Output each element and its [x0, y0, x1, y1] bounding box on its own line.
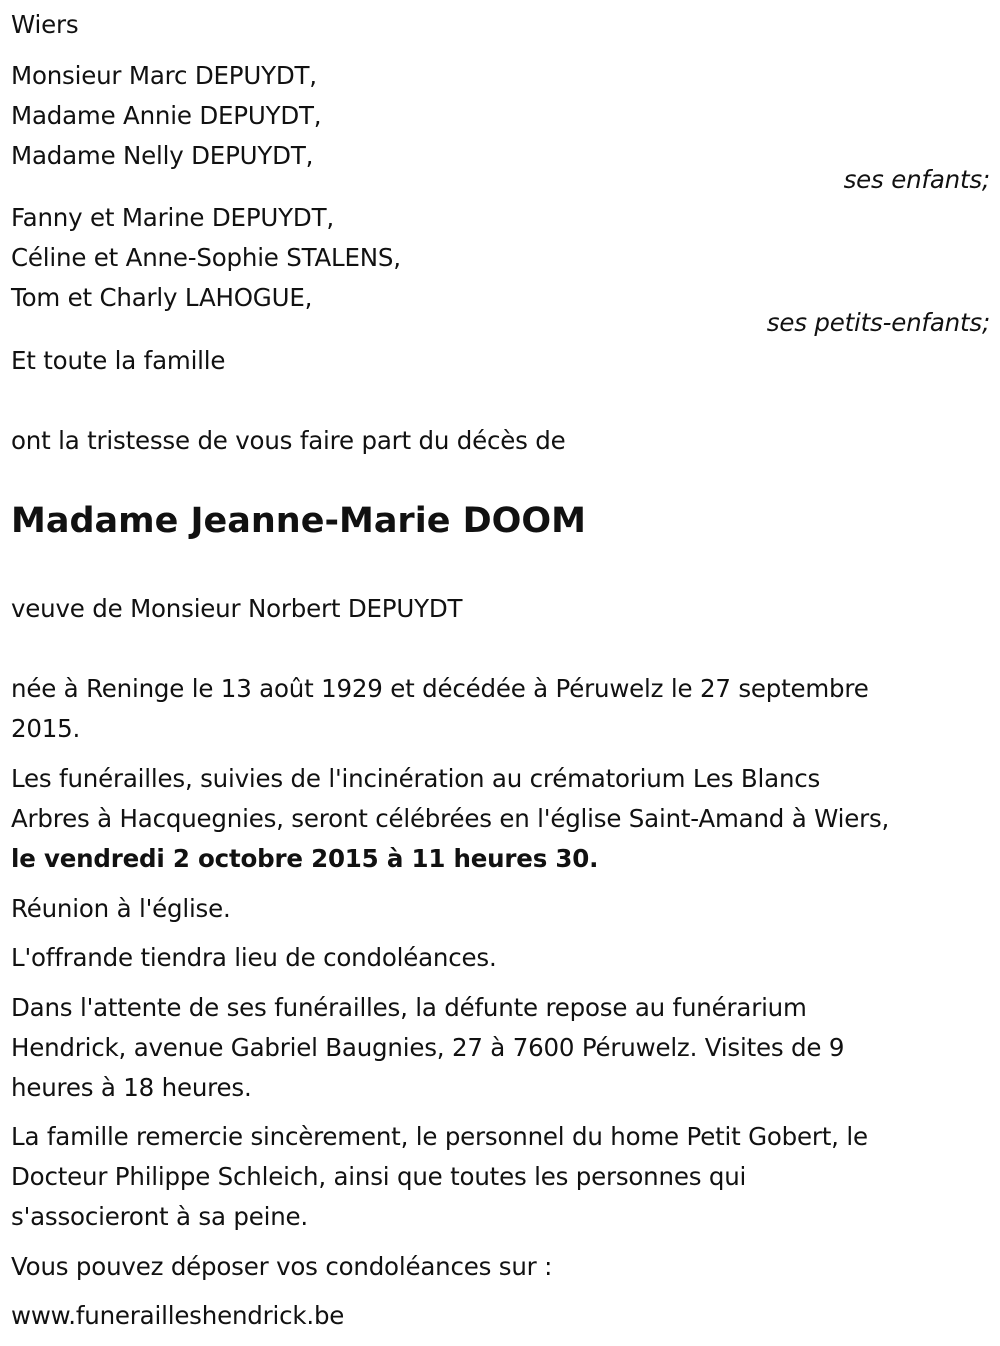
- birth-death-line: née à Reninge le 13 août 1929 et décédée à Péruwelz le 27 septembre: [11, 674, 869, 703]
- funeral-line: Les funérailles, suivies de l'incinération au crématorium Les Blancs: [11, 764, 821, 793]
- children-label: ses enfants;: [843, 165, 990, 194]
- deceased-name: Madame Jeanne-Marie DOOM: [11, 501, 587, 541]
- condolences-prompt: Vous pouvez déposer vos condoléances sur :: [11, 1252, 553, 1281]
- thanks-line: La famille remercie sincèrement, le personnel du home Petit Gobert, le: [11, 1122, 868, 1151]
- widow-of-text: veuve de Monsieur Norbert DEPUYDT: [11, 594, 463, 623]
- announcement-text: ont la tristesse de vous faire part du décès de: [11, 426, 566, 455]
- grandchild-line: Céline et Anne-Sophie STALENS,: [11, 243, 401, 272]
- grandchild-line: Tom et Charly LAHOGUE,: [11, 283, 313, 312]
- family-line: Et toute la famille: [11, 346, 226, 375]
- funeral-date: le vendredi 2 octobre 2015 à 11 heures 30.: [11, 844, 599, 873]
- child-line: Madame Annie DEPUYDT,: [11, 101, 322, 130]
- thanks-line: s'associeront à sa peine.: [11, 1202, 309, 1231]
- grandchild-line: Fanny et Marine DEPUYDT,: [11, 203, 334, 232]
- meeting-text: Réunion à l'église.: [11, 894, 231, 923]
- funeral-line: Arbres à Hacquegnies, seront célébrées en l'église Saint-Amand à Wiers,: [11, 804, 890, 833]
- place-name: Wiers: [11, 10, 79, 39]
- grandchildren-label: ses petits-enfants;: [766, 308, 990, 337]
- offering-text: L'offrande tiendra lieu de condoléances.: [11, 943, 497, 972]
- website-link[interactable]: www.funerailleshendrick.be: [11, 1301, 345, 1330]
- child-line: Madame Nelly DEPUYDT,: [11, 141, 314, 170]
- resting-line: heures à 18 heures.: [11, 1073, 252, 1102]
- resting-line: Dans l'attente de ses funérailles, la défunte repose au funérarium: [11, 993, 807, 1022]
- birth-death-line: 2015.: [11, 714, 81, 743]
- child-line: Monsieur Marc DEPUYDT,: [11, 61, 317, 90]
- resting-line: Hendrick, avenue Gabriel Baugnies, 27 à 7600 Péruwelz. Visites de 9: [11, 1033, 845, 1062]
- thanks-line: Docteur Philippe Schleich, ainsi que toutes les personnes qui: [11, 1162, 747, 1191]
